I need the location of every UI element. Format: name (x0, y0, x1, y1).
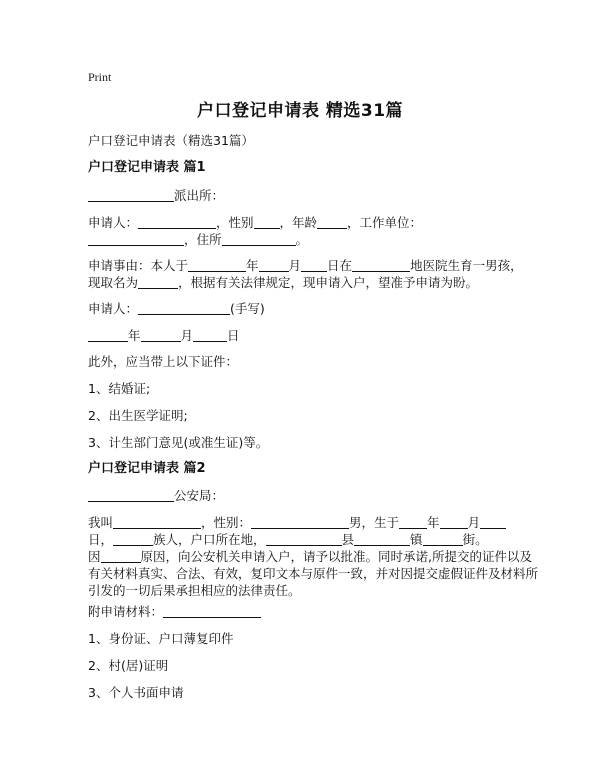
child-name-blank (138, 273, 178, 289)
birth-month-label: 月 (467, 515, 481, 530)
section2-heading: 户口登记申请表 篇2 (88, 461, 206, 476)
handwrite-note: (手写) (230, 301, 265, 316)
subtitle: 户口登记申请表（精选31篇） (88, 133, 254, 148)
bureau-blank (88, 486, 174, 502)
work-unit-blank (88, 230, 184, 246)
ethnicity-blank (113, 530, 153, 546)
bureau-label: 公安局： (174, 488, 225, 503)
gender-label: ，性别 (216, 215, 254, 230)
date-day-label: 日 (227, 328, 240, 343)
gender-blank-2 (251, 513, 349, 529)
attach-line (88, 602, 261, 622)
me-label: 我叫 (88, 515, 114, 530)
hospital-text: 地医院生育一男孩， (410, 258, 523, 273)
material-item-2: 2、村(居)证明 (88, 658, 169, 673)
page-title: 户口登记申请表 精选31篇 (196, 101, 404, 121)
print-label[interactable]: Print (88, 70, 112, 84)
cause-rest: 原因，向公安机关申请入户，请予以批准。同时承诺,所提交的证件以及 (140, 549, 532, 564)
birth-day-blank (480, 513, 506, 529)
statement-line4: 有关材料真实、合法、有效，复印文本与原件一致，并对因提交虚假证件及材料所 (88, 566, 539, 581)
date-year-label: 年 (128, 328, 141, 343)
police-station-label: 派出所： (174, 188, 225, 203)
name-blank (113, 513, 201, 529)
gender-label-2: ，性别： (201, 515, 252, 530)
period: 。 (295, 232, 309, 247)
cause-blank (101, 547, 141, 563)
street-label: 街。 (462, 532, 488, 547)
month-label: 月 (288, 258, 302, 273)
age-label: ，年龄 (279, 215, 318, 230)
matter-rest: ，根据有关法律规定，现申请入户，望准予申请为盼。 (178, 275, 479, 290)
age-blank (317, 213, 347, 229)
attach-blank (163, 602, 261, 618)
place-blank (352, 256, 410, 272)
date-month-label: 月 (180, 328, 194, 343)
named-label: 现取名为 (88, 275, 139, 290)
material-item-1: 1、身份证、户口薄复印件 (88, 631, 234, 646)
address-blank (222, 230, 296, 246)
birth-month-blank (440, 513, 468, 529)
bureau-line (88, 486, 224, 506)
cause-label: 因 (88, 549, 101, 564)
attach-label: 附申请材料： (88, 604, 164, 619)
section1-heading: 户口登记申请表 篇1 (88, 160, 206, 175)
birth-year-blank (399, 513, 427, 529)
gender-blank (254, 213, 280, 229)
day-label-2: 日， (88, 532, 114, 547)
county-blank (354, 530, 410, 546)
town-blank (423, 530, 463, 546)
applicant-label: 申请人： (88, 215, 139, 230)
applicant-info-line2 (88, 230, 308, 250)
day-blank (301, 256, 327, 272)
residence-blank (266, 530, 342, 546)
town-label: 镇 (410, 532, 423, 547)
date-month-blank (141, 326, 181, 342)
address-label: ，住所 (184, 232, 222, 247)
birth-year-label: 年 (427, 515, 440, 530)
ethnicity-label: 族人，户口所在地， (153, 532, 266, 547)
police-station-blank (88, 186, 174, 202)
police-station-line (88, 186, 224, 206)
material-item-3: 3、个人书面申请 (88, 685, 184, 700)
applicant-name-blank (138, 213, 216, 229)
doc-item-2: 2、出生医学证明; (88, 408, 188, 423)
date-day-blank (193, 326, 227, 342)
statement-line5: 引发的一切后果承担相应的法律责任。 (88, 583, 301, 598)
signature-blank (138, 299, 230, 315)
matter-label: 申请事由：本人于 (88, 258, 189, 273)
doc-item-3: 3、计生部门意见(或准生证)等。 (88, 435, 269, 450)
day-at-label: 日在 (327, 258, 353, 273)
year-label: 年 (246, 258, 259, 273)
year-blank (188, 256, 246, 272)
date-line (88, 326, 240, 346)
doc-item-1: 1、结婚证; (88, 381, 151, 396)
month-blank (259, 256, 289, 272)
date-year-blank (88, 326, 128, 342)
matter-line2 (88, 273, 478, 293)
applicant-sign-line (88, 299, 265, 319)
county-label: 县 (341, 532, 355, 547)
docs-intro: 此外，应当带上以下证件： (88, 354, 239, 369)
work-unit-label: ，工作单位： (347, 215, 423, 230)
male-born-label: 男，生于 (349, 515, 400, 530)
applicant-sign-label: 申请人： (88, 301, 139, 316)
